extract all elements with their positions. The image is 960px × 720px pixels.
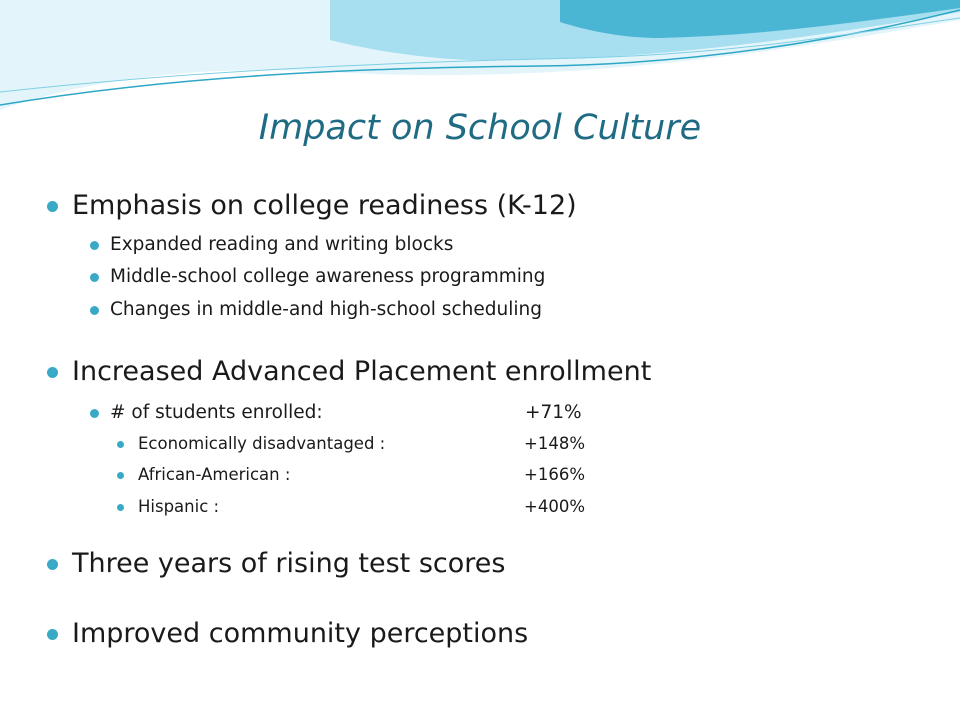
stat-label: African-American :: [138, 465, 291, 484]
bullet-text: Emphasis on college readiness (K-12): [72, 190, 577, 221]
stat-label: Hispanic :: [138, 497, 220, 516]
bullet-dot-icon: [47, 559, 58, 570]
bullet-dot-icon: [90, 409, 99, 418]
slide-title: Impact on School Culture: [258, 108, 702, 148]
stat-value: +166%: [524, 465, 585, 484]
bullet-dot-icon: [47, 629, 58, 640]
bullet-dot-icon: [117, 504, 124, 511]
stat-value: +148%: [524, 434, 585, 453]
sub-bullet-text: Middle-school college awareness programming: [110, 266, 546, 287]
bullet-dot-icon: [117, 441, 124, 448]
sub-bullet-text: Changes in middle-and high-school scheduling: [110, 299, 542, 320]
stat-value: +400%: [524, 497, 585, 516]
bullet-dot-icon: [90, 306, 99, 315]
bullet-dot-icon: [47, 201, 58, 212]
stat-label: # of students enrolled:: [110, 402, 323, 423]
header-wave-decoration: [0, 0, 960, 120]
sub-bullet-text: Expanded reading and writing blocks: [110, 234, 454, 255]
stat-value: +71%: [525, 402, 582, 423]
bullet-dot-icon: [117, 472, 124, 479]
stat-label: Economically disadvantaged :: [138, 434, 386, 453]
bullet-text: Improved community perceptions: [72, 618, 529, 649]
bullet-text: Three years of rising test scores: [72, 548, 506, 579]
bullet-text: Increased Advanced Placement enrollment: [72, 356, 652, 387]
bullet-dot-icon: [90, 241, 99, 250]
bullet-dot-icon: [47, 367, 58, 378]
bullet-dot-icon: [90, 273, 99, 282]
